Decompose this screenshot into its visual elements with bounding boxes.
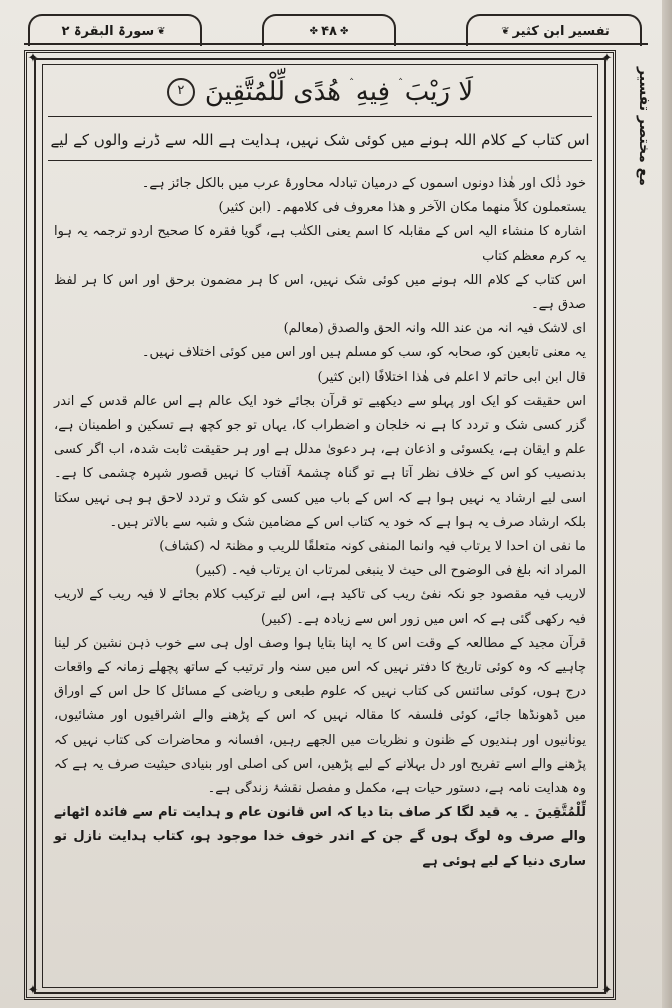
arabic-quote: ای لاشک فیہ انہ من عند اللہ وانہ الحق والصدق (معالم) bbox=[283, 321, 586, 337]
ornament-icon: ❦ bbox=[157, 25, 166, 37]
header-surah-label bbox=[28, 14, 202, 46]
ornament-icon: ❦ bbox=[501, 25, 510, 37]
commentary-body bbox=[54, 172, 586, 984]
commentary-paragraph: اس کتاب کے کلام اللہ ہونے میں کوئی شک نہیں، اس کا ہر مضمون برحق اور اس کا ہر لفظ صدق ہے۔ bbox=[54, 272, 586, 313]
commentary-paragraph: خود ذٰلک اور ھٰذا دونوں اسموں کے درمیان تبادلہ محاورۂ عرب میں بالکل جائز ہے۔ bbox=[141, 176, 586, 191]
arabic-quote: المراد انہ بلغ فی الوضوح الی حیث لا ینبغی لمرتاب ان یرتاب فیہ۔ (کبیر) bbox=[195, 563, 586, 579]
arabic-quote: یستعملون کلاً منھما مکان الآخر و ھذا معروف فی کلامھم۔ (ابن کثیر) bbox=[218, 200, 586, 216]
header-book-label bbox=[466, 14, 642, 46]
margin-note: مع مختصر تفسیر bbox=[636, 66, 652, 186]
corner-ornament-icon: ✦ bbox=[27, 983, 39, 998]
ornament-icon: ✤ bbox=[309, 25, 319, 37]
ornament-icon: ✤ bbox=[339, 25, 349, 37]
ayah-text: لَا رَيْبَ ۛ فِيهِ ۛ هُدًى لِّلْمُتَّقِينَ bbox=[204, 76, 474, 107]
commentary-paragraph: اشارہ کا منشاء الیہ اس کے مقابلہ کا اسم یعنی الکتٰب ہے، گویا فقرہ کا صحیح اردو ترجمہ یہ ہوا یہ کرم معظم کتاب bbox=[54, 224, 586, 264]
commentary-paragraph: قرآن مجید کے مطالعہ کے وقت اس کا یہ اپنا بتایا ہوا وصف اول ہی سے خوب ذہن نشین کر لینا چاہیے کہ وہ کوئی تاریخ کا دفتر نہیں کہ اس میں سنہ وار ترتیب کے ساتھ پچھلے زمانہ کے واقعات درج ہوں، کوئی سائنس کی کتاب نہیں کہ علوم طبعی و ریاضی کے مسائل کا حل اس کے اوراق میں ڈھونڈھا جائے، کوئی فلسفہ کا مقالہ نہیں کہ اس کے پڑھنے والے اشراقیوں اور مشائیوں، یونانیوں اور ہندیوں کے ظنون و نظریات میں الجھے رہیں، افسانہ و محاضرات کی کتاب نہیں کہ پڑھنے والے اسے تفریح اور دل بہلانے کے لیے پڑھیں، اس کی اصلی اور بنیادی حیثیت صرف یہ ہے کہ وہ ھدایت نامہ ہے، دستور حیات ہے، مکمل و مفصل نقشۂ زندگی ہے۔ bbox=[54, 635, 586, 797]
translation-divider bbox=[48, 160, 592, 161]
corner-ornament-icon: ✦ bbox=[27, 51, 39, 66]
surah-label-text: سورۃ البقرۃ ۲ bbox=[61, 23, 155, 39]
commentary-paragraph: یہ معنی تابعین کو، صحابہ کو، سب کو مسلم ہیں اور اس میں کوئی اختلاف نہیں۔ bbox=[141, 345, 586, 361]
header-page-number bbox=[262, 14, 396, 46]
ayah-heading bbox=[48, 70, 592, 114]
commentary-paragraph: اس حقیقت کو ایک اور پہلو سے دیکھیے تو قرآن بجائے خود ایک عالم ہے اس عالم قدس کے اندر گزر کسی شک و تردد کا ہے نہ خلجان و اضطراب کا، یہاں تو جو کچھ ہے تسکین و اطمینان ہے، علم و ایقان ہے، یکسوئی و اذعان ہے، ہر دعویٰ مدلل ہے اور ہر حقیقت ثابت شدہ، اب اگر کسی بدنصیب کو اس کے خلاف نظر آتا ہے تو گناہ چشمۂ آفتاب کا نہیں قصور شپرہ چشمی کا ہے۔ اسی لیے ارشاد یہ نہیں ہوا ہے کہ اس کے باب میں کسی کو شک و تردد لاحق ہو ہی نہیں سکتا بلکہ ارشاد صرف یہ ہوا ہے کہ خود یہ کتاب اس کے مضامین شک و شبہ سے بالاتر ہیں۔ bbox=[54, 393, 586, 530]
commentary-paragraph: لاریب فیہ مقصود جو نکہ نفیٔ ریب کی تاکید ہے، اس لیے ترکیب کلام بجائے لا فیہ ریب کے لاریب فیہ رکھی گئی ہے کہ اس میں زور اس سے زیادہ ہے۔ (کبیر) bbox=[54, 587, 586, 627]
corner-ornament-icon: ✦ bbox=[601, 983, 613, 998]
corner-ornament-icon: ✦ bbox=[601, 51, 613, 66]
arabic-quote: قال ابن ابی حاتم لا اعلم فی ھٰذا اختلافًا (ابن کثیر) bbox=[317, 369, 586, 385]
page-edge bbox=[662, 0, 672, 1008]
header-divider bbox=[24, 43, 648, 45]
commentary-paragraph: لِّلْمُتَّقِينَ ۔ یہ قید لگا کر صاف بتا دیا کہ اس قانون عام و ہدایت تام سے فائدہ اٹھانے والے صرف وہ لوگ ہوں گے جن کے اندر خوف خدا موجود ہو، کتاب ہدایت نازل تو ساری دنیا کے لیے ہوئی ہے bbox=[54, 805, 586, 869]
ayah-divider bbox=[48, 116, 592, 117]
arabic-quote: ما نفی ان احدا لا یرتاب فیہ وانما المنفی کونہ متعلقًا للریب و مظنۃ لہ (کشاف) bbox=[159, 539, 586, 555]
book-label-text: تفسیر ابن کثیر bbox=[512, 23, 610, 39]
ayah-translation: اس کتاب کے کلام اللہ ہونے میں کوئی شک نہیں، ہدایت ہے اللہ سے ڈرنے والوں کے لیے bbox=[50, 131, 590, 149]
ayah-number: ۲ bbox=[167, 78, 195, 106]
page-number-text: ۴۸ bbox=[321, 23, 337, 39]
